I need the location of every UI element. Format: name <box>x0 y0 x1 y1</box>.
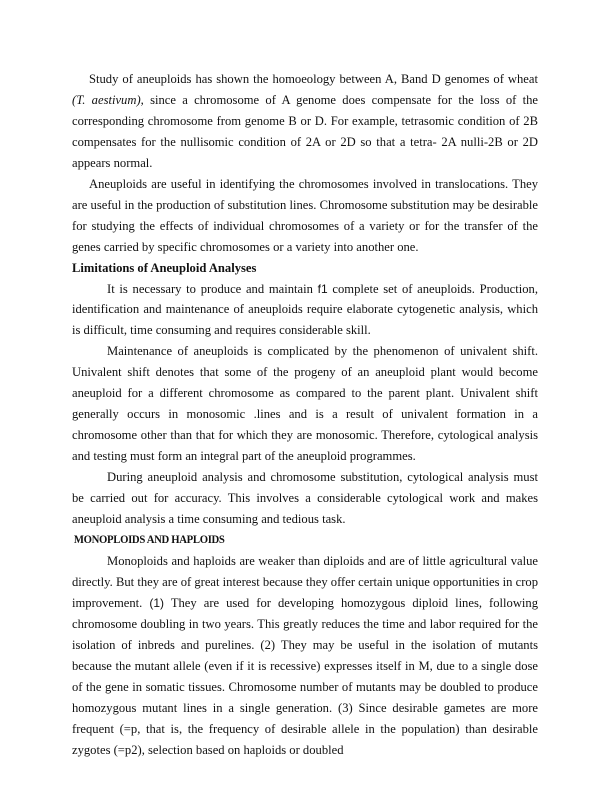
section-heading-monoploids: MONOPLOIDS AND HAPLOIDS <box>73 533 225 546</box>
paragraph-text: since a chromosome of A genome does compensate for the loss of the corresponding chromosome from genome B or D. For example, tetrasomic condition of 2B compensates for the nullisomic condition of 2A or 2D so that a tetra- 2A nulli-2B or 2D appears normal. <box>72 92 538 170</box>
list-marker-1: (1) <box>149 595 165 610</box>
paragraph-homoeology <box>72 69 538 174</box>
paragraph-monoploids <box>72 551 538 761</box>
document-page <box>72 69 538 760</box>
paragraph-text: They are used for developing homozygous diploid lines, following chromosome doubling in two years. This greatly reduces the time and labor required for the isolation of inbreds and purelines. (2) They may be useful in the isolation of mutants because the mutant allele (even if it is recessive) expresses itself in M, due to a single dose of the gene in somatic tissues. Chromosome number of mutants may be doubled to produce homozygous mutant lines in a single generation. (3) Since desirable gametes are more frequent (=p, that is, the frequency of desirable allele in the population) than desirable zygotes (=p2), selection based on haploids or doubled <box>72 595 539 757</box>
paragraph-text: It is necessary to produce and maintain <box>107 281 318 296</box>
paragraph-univalent-shift: Maintenance of aneuploids is complicated by the phenomenon of univalent shift. Univalent shift denotes that some of the progeny of an aneuploid plant would become aneuploid for a different chromosome as compared to the parent plant. Univalent shift generally occurs in monosomic .lines and is a result of univalent formation in a chromosome other than that for which they are monosomic. Therefore, cytological analysis and testing must form an integral part of the aneuploid programmes. <box>72 344 538 464</box>
paragraph-text: Study of aneuploids has shown the homoeology between A, Band D genomes of wheat <box>89 72 538 86</box>
f1-glyph: f1 <box>317 281 328 296</box>
paragraph-translocations: Aneuploids are useful in identifying the chromosomes involved in translocations. They are useful in the production of substitution lines. Chromosome substitution may be desirable for studying the effects of individual chromosomes of a variety or for the transfer of the genes carried by specific chromosomes or a variety into another one. <box>72 176 538 254</box>
species-name-italic: (T. aestivum), <box>72 92 144 107</box>
paragraph-text: complete set of aneuploids. Production, identification and maintenance of aneuploids require elaborate cytogenetic analysis, which is difficult, time consuming and requires considerable skill. <box>72 281 539 338</box>
section-heading-limitations: Limitations of Aneuploid Analyses <box>72 260 257 275</box>
paragraph-cytological-analysis: During aneuploid analysis and chromosome substitution, cytological analysis must be carried out for accuracy. This involves a considerable cytological work and makes aneuploid analysis a time consuming and tedious task. <box>72 470 538 527</box>
paragraph-text: Monoploids and haploids are weaker than diploids and are of little agricultural value directly. But they are of great interest because they offer certain unique opportunities in crop improvement. <box>72 553 538 610</box>
paragraph-necessity <box>72 279 538 342</box>
